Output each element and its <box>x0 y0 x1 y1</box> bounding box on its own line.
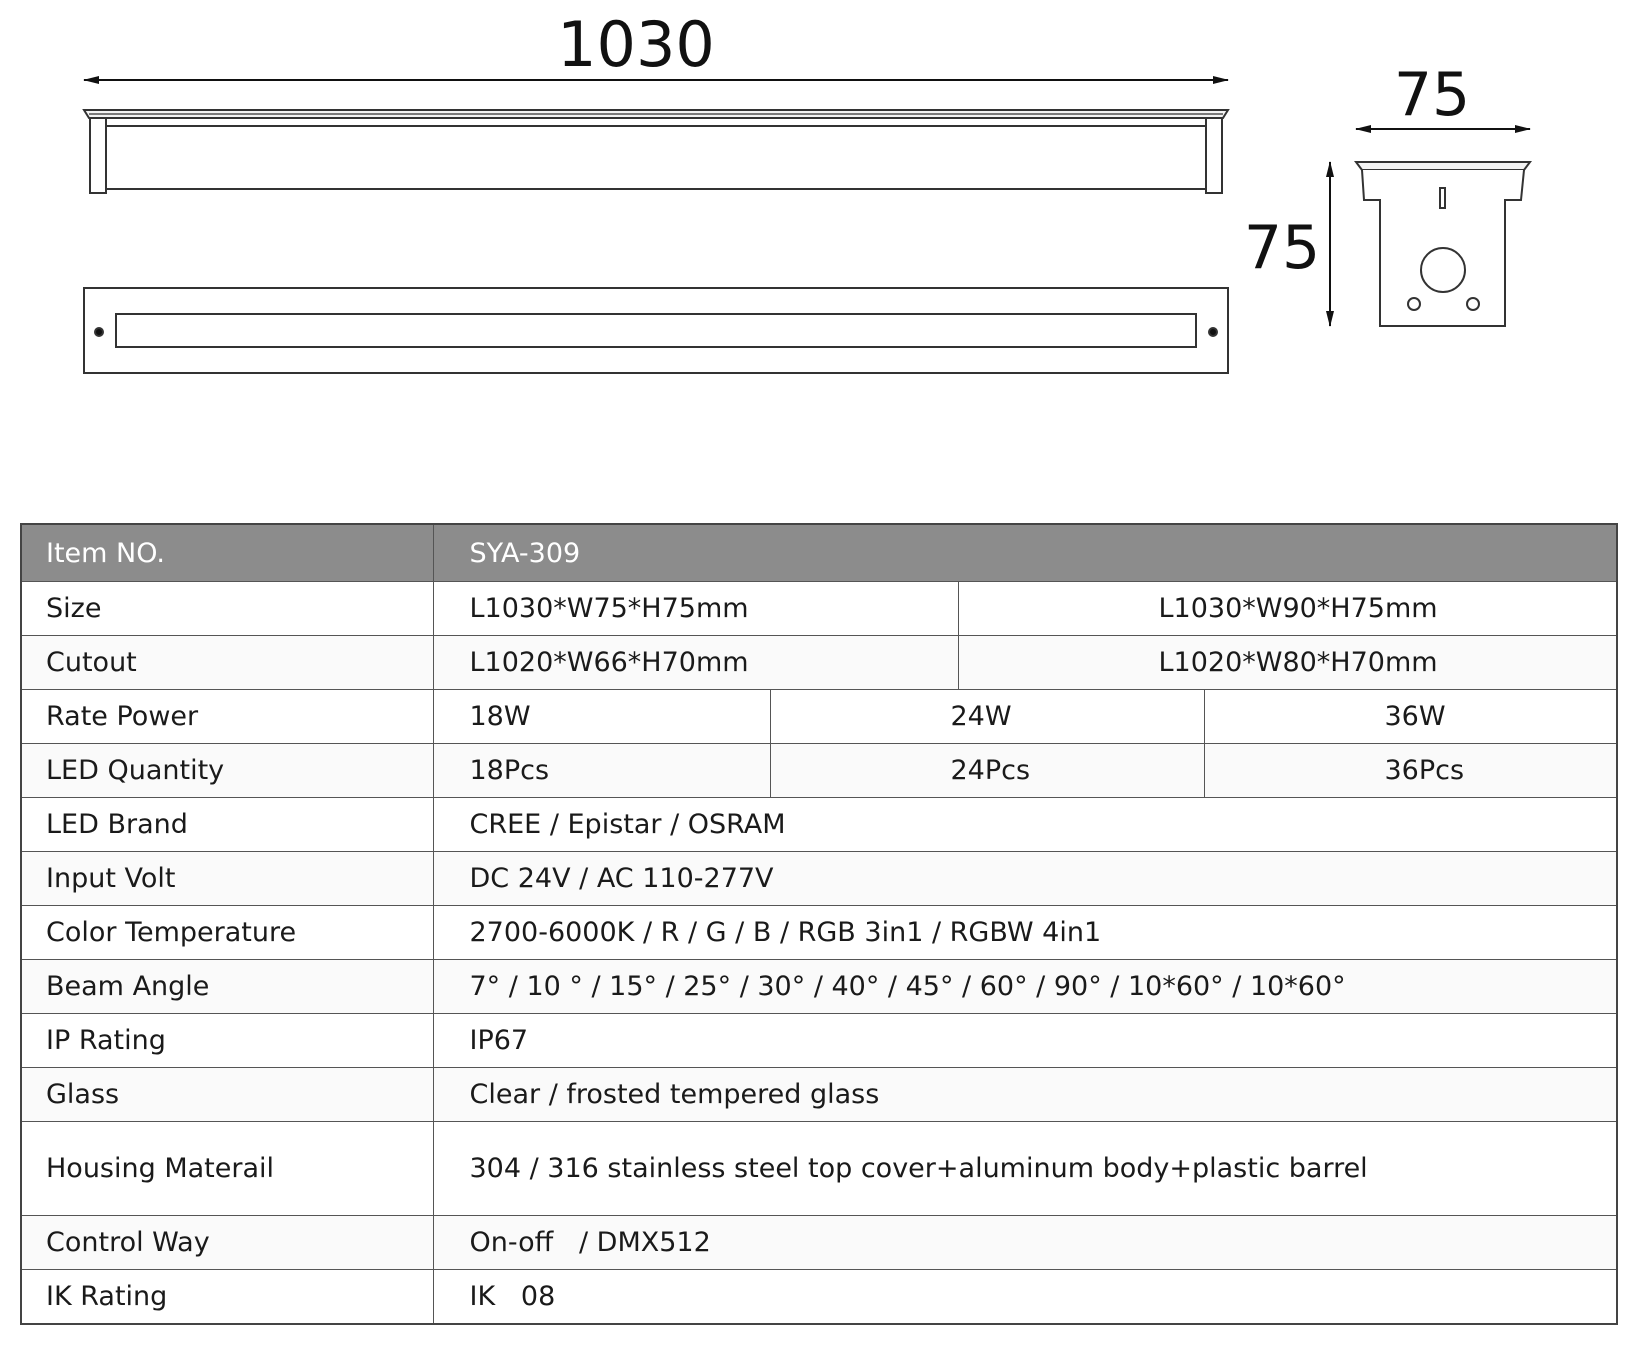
led-quantity-value-1: 18Pcs <box>433 744 770 798</box>
table-row-led-brand <box>21 798 1617 852</box>
ip-rating-label: IP Rating <box>21 1014 433 1068</box>
size-value-2: L1030*W90*H75mm <box>958 582 1617 636</box>
led-brand-value: CREE / Epistar / OSRAM <box>433 798 1617 852</box>
rate-power-value-1: 18W <box>433 690 770 744</box>
ip-rating-value: IP67 <box>433 1014 1617 1068</box>
glass-value: Clear / frosted tempered glass <box>433 1068 1617 1122</box>
end-view <box>1356 162 1530 326</box>
cutout-label: Cutout <box>21 636 433 690</box>
led-quantity-value-2: 24Pcs <box>770 744 1204 798</box>
color-temperature-label: Color Temperature <box>21 906 433 960</box>
control-way-value: On-off / DMX512 <box>433 1216 1617 1270</box>
cutout-value-2: L1020*W80*H70mm <box>958 636 1617 690</box>
height-dimension <box>1244 162 1330 326</box>
rate-power-label: Rate Power <box>21 690 433 744</box>
cutout-value-1: L1020*W66*H70mm <box>433 636 958 690</box>
table-row-cutout <box>21 636 1617 690</box>
rate-power-value-2: 24W <box>770 690 1204 744</box>
housing-label: Housing Materail <box>21 1122 433 1216</box>
table-row-ip-rating <box>21 1014 1617 1068</box>
input-volt-label: Input Volt <box>21 852 433 906</box>
beam-angle-value: 7° / 10 ° / 15° / 25° / 30° / 40° / 45° / 60° / 90° / 10*60° / 10*60° <box>433 960 1617 1014</box>
housing-value: 304 / 316 stainless steel top cover+aluminum body+plastic barrel <box>433 1122 1617 1216</box>
table-row-ik-rating <box>21 1270 1617 1325</box>
width-label: 75 <box>1393 60 1471 130</box>
height-label: 75 <box>1243 213 1321 283</box>
rate-power-value-3: 36W <box>1204 690 1617 744</box>
table-header-row <box>21 524 1617 582</box>
size-value-1: L1030*W75*H75mm <box>433 582 958 636</box>
table-row-color-temperature <box>21 906 1617 960</box>
item-no-label: Item NO. <box>21 524 433 582</box>
length-dimension <box>84 8 1228 81</box>
top-view <box>84 288 1228 373</box>
table-row-beam-angle <box>21 960 1617 1014</box>
table-row-glass <box>21 1068 1617 1122</box>
width-dimension <box>1356 60 1530 130</box>
table-row-control-way <box>21 1216 1617 1270</box>
table-row-input-volt <box>21 852 1617 906</box>
item-no-value: SYA-309 <box>433 524 1617 582</box>
control-way-label: Control Way <box>21 1216 433 1270</box>
input-volt-value: DC 24V / AC 110-277V <box>433 852 1617 906</box>
size-label: Size <box>21 582 433 636</box>
spec-table <box>20 523 1618 1325</box>
led-brand-label: LED Brand <box>21 798 433 852</box>
ik-rating-label: IK Rating <box>21 1270 433 1325</box>
table-row-rate-power <box>21 690 1617 744</box>
beam-angle-label: Beam Angle <box>21 960 433 1014</box>
ik-rating-value: IK 08 <box>433 1270 1617 1325</box>
table-row-led-quantity <box>21 744 1617 798</box>
table-row-size <box>21 582 1617 636</box>
side-view <box>84 110 1228 193</box>
glass-label: Glass <box>21 1068 433 1122</box>
table-row-housing <box>21 1122 1617 1216</box>
length-label: 1030 <box>557 8 715 81</box>
led-quantity-value-3: 36Pcs <box>1204 744 1617 798</box>
led-quantity-label: LED Quantity <box>21 744 433 798</box>
color-temperature-value: 2700-6000K / R / G / B / RGB 3in1 / RGBW 4in1 <box>433 906 1617 960</box>
technical-drawing <box>0 0 1650 400</box>
